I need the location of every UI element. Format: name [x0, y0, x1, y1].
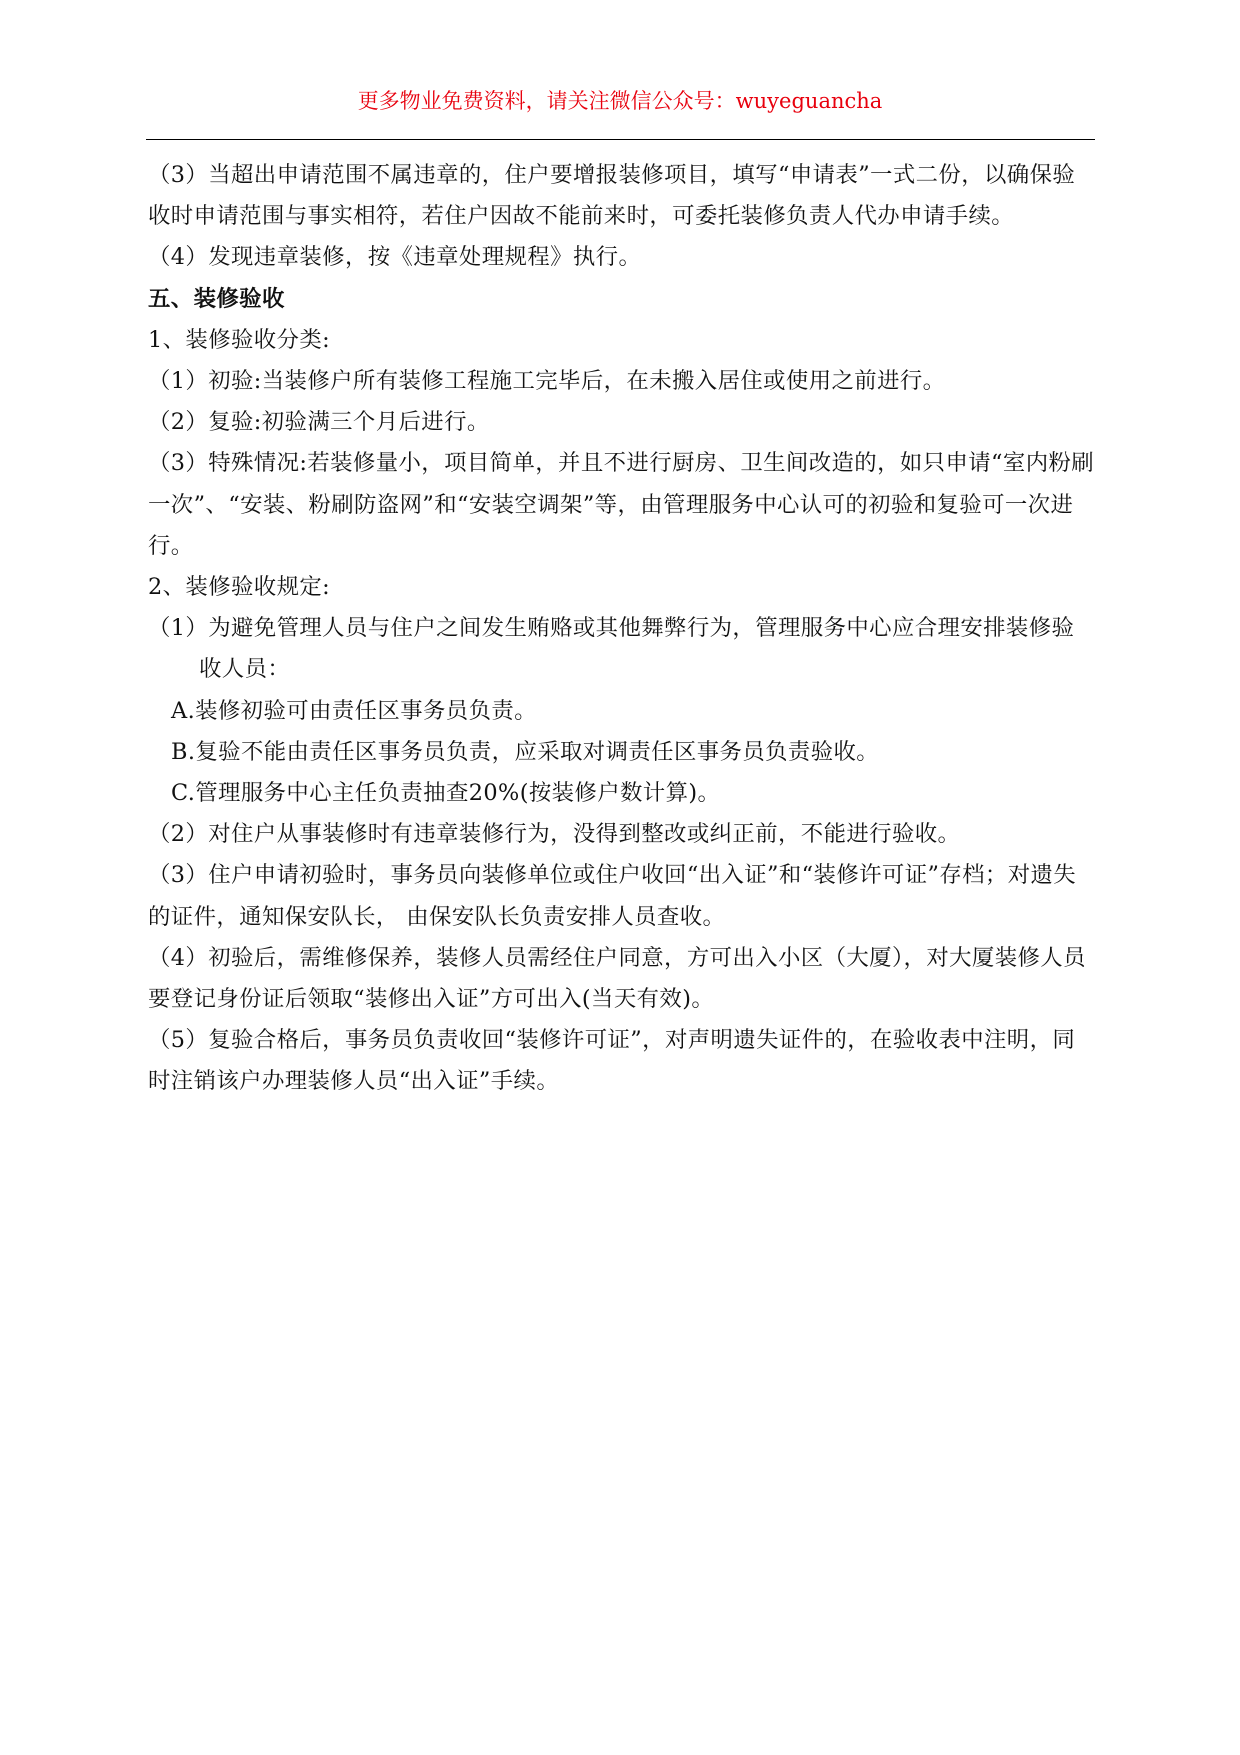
section-heading-acceptance: 五、装修验收 [148, 285, 285, 312]
document-body [148, 155, 1096, 1103]
paragraph-violation-handling: （4）发现违章装修，按《违章处理规程》执行。 [148, 244, 642, 271]
list-item-b: B.复验不能由责任区事务员负责，应采取对调责任区事务员负责验收。 [171, 738, 880, 765]
header-banner: 更多物业免费资料，请关注微信公众号：wuyeguancha [357, 89, 883, 113]
paragraph-after-re-inspection: （5）复验合格后，事务员负责收回“装修许可证”，对声明遗失证件的，在验收表中注明，同时注销该户办理装修人员“出入证”手续。 [148, 1027, 1076, 1095]
paragraph-special-cases: （3）特殊情况:若装修量小，项目简单，并且不进行厨房、卫生间改造的，如只申请“室内粉刷一次”、“安装、粉刷防盗网”和“安装空调架”等，由管理服务中心认可的初验和复验可一次进行。 [148, 450, 1095, 559]
paragraph-after-initial-inspection: （4）初验后，需维修保养，装修人员需经住户同意，方可出入小区（大厦），对大厦装修人员要登记身份证后领取“装修出入证”方可出入(当天有效)。 [148, 944, 1086, 1013]
list-item-a: A.装修初验可由责任区事务员负责。 [171, 697, 537, 724]
paragraph-certificate-return: （3）住户申请初验时，事务员向装修单位或住户收回“出入证”和“装修许可证”存档；对遗失的证件，通知保安队长， 由保安队长负责安排人员查收。 [148, 862, 1077, 930]
subheading-acceptance-types: 1、装修验收分类: [148, 326, 331, 353]
header-divider [146, 139, 1095, 140]
list-item-c: C.管理服务中心主任负责抽查20%(按装修户数计算)。 [171, 780, 721, 807]
paragraph-initial-inspection: （1）初验:当装修户所有装修工程施工完毕后，在未搬入居住或使用之前进行。 [148, 368, 946, 395]
paragraph-staff-arrangement: （1）为避免管理人员与住户之间发生贿赂或其他舞弊行为，管理服务中心应合理安排装修验收人员： [148, 615, 1075, 683]
paragraph-apply-extra-items: （3）当超出申请范围不属违章的，住户要增报装修项目，填写“申请表”一式二份，以确保验收时申请范围与事实相符，若住户因故不能前来时，可委托装修负责人代办申请手续。 [148, 162, 1076, 230]
paragraph-re-inspection: （2）复验:初验满三个月后进行。 [148, 409, 490, 436]
paragraph-no-acceptance-before-fix: （2）对住户从事装修时有违章装修行为，没得到整改或纠正前，不能进行验收。 [148, 821, 961, 848]
subheading-acceptance-rules: 2、装修验收规定: [148, 574, 331, 601]
